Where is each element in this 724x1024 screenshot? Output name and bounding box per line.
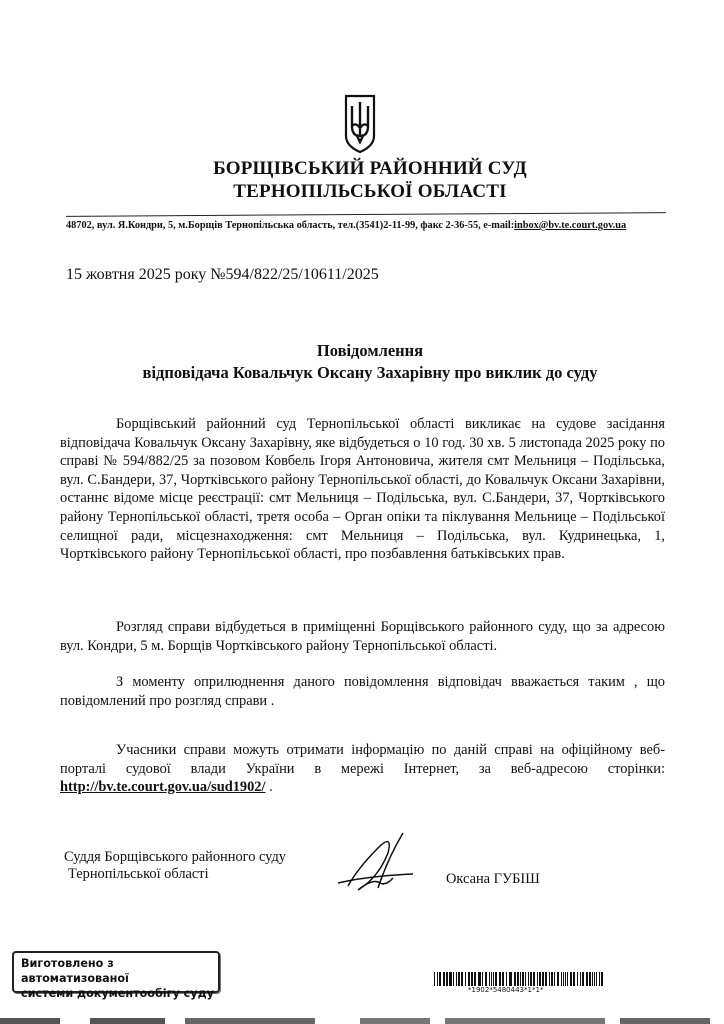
- barcode-bar: [577, 972, 578, 986]
- paragraph-location: [60, 618, 665, 655]
- barcode-bar: [573, 972, 575, 986]
- barcode-bar: [514, 972, 516, 986]
- email-link[interactable]: inbox@bv.te.court.gov.ua: [514, 220, 627, 231]
- barcode-number: *1902*5480443*1*1*: [468, 986, 544, 994]
- barcode-bar: [453, 972, 454, 986]
- barcode-bar: [482, 972, 483, 986]
- judge-name: Оксана ГУБІШ: [446, 871, 540, 887]
- stamp-line1: Виготовлено з автоматизованої: [21, 957, 129, 985]
- barcode-bar: [525, 972, 526, 986]
- barcode-bar: [594, 972, 596, 986]
- barcode-bar: [522, 972, 524, 986]
- paragraph-web-info: [60, 741, 665, 797]
- document-barcode: [434, 972, 604, 986]
- barcode-bar: [489, 972, 490, 986]
- barcode-bar: [446, 972, 448, 986]
- barcode-bar: [520, 972, 521, 986]
- paragraph-end: .: [265, 779, 273, 796]
- barcode-bar: [437, 972, 438, 986]
- judge-title-line2: Тернопільської області: [68, 866, 209, 882]
- barcode-bar: [549, 972, 550, 986]
- barcode-bar: [545, 972, 547, 986]
- barcode-bar: [491, 972, 492, 986]
- barcode-bar: [478, 972, 479, 986]
- handwritten-signature: [318, 828, 428, 898]
- stamp-line2: системи документообігу суду: [21, 987, 214, 1000]
- paragraph-notice: [60, 673, 665, 710]
- barcode-bar: [471, 972, 473, 986]
- barcode-bar: [561, 972, 562, 986]
- barcode-bar: [499, 972, 501, 986]
- barcode-bar: [554, 972, 555, 986]
- court-name-line2: ТЕРНОПІЛЬСЬКОЇ ОБЛАСТІ: [233, 181, 507, 202]
- barcode-bar: [601, 972, 603, 986]
- barcode-bar: [495, 972, 497, 986]
- barcode-bar: [565, 972, 566, 986]
- barcode-bar: [479, 972, 481, 986]
- barcode-bar: [551, 972, 553, 986]
- barcode-bar: [485, 972, 487, 986]
- barcode-bar: [506, 972, 507, 986]
- barcode-bar: [510, 972, 512, 986]
- barcode-bar: [530, 972, 532, 986]
- document-title: Повідомлення: [316, 341, 424, 360]
- barcode-bar: [461, 972, 463, 986]
- barcode-bar: [493, 972, 494, 986]
- judge-title: [64, 849, 286, 883]
- barcode-bar: [589, 972, 591, 986]
- date-and-number: 15 жовтня 2025 року №594/822/25/10611/2025: [66, 266, 379, 283]
- barcode-bar: [465, 972, 466, 986]
- judge-title-line1: Суддя Борщівського районного суду: [64, 849, 286, 865]
- barcode-bar: [557, 972, 559, 986]
- court-website-link[interactable]: http://bv.te.court.gov.ua/sud1902/: [60, 779, 266, 796]
- barcode-bar: [456, 972, 457, 986]
- barcode-bar: [580, 972, 581, 986]
- coat-of-arms-trident-icon: [343, 92, 377, 154]
- barcode-bar: [458, 972, 460, 986]
- barcode-bar: [509, 972, 510, 986]
- barcode-bar: [570, 972, 572, 986]
- barcode-bar: [434, 972, 435, 986]
- document-subtitle: відповідача Ковальчук Оксану Захарівну про виклик до суду: [142, 363, 598, 382]
- barcode-bar: [502, 972, 504, 986]
- barcode-bar: [592, 972, 593, 986]
- barcode-bar: [542, 972, 544, 986]
- barcode-bar: [596, 972, 597, 986]
- paragraph-text: Борщівський районний суд Тернопільської області викликає на судове засідання відповідача Ковальчук Оксану Захарівну, яке відбудеться о 10 год. 30 хв. 5 листопада 2025 року по справі № 594/882/25 за позовом Ковбель Ігоря Антоновича, жителя смт Мельниця – Подільська, вул. С.Бандери, 37, Чортківського району Тернопільської області, до Ковальчук Оксани Захарівни, останнє відоме місце реєстрації: смт Мельниця – Подільська, вул. С.Бандери, 37, Чортківського району Тернопільської області, третя особа – Орган опіки та піклування Мельнице – Подільської селищної ради, місцезнаходження: смт Мельниця – Подільська, вул. Кудринецька, 1, Чортківського району Тернопільської області, про позбавлення батьківських прав.: [60, 416, 665, 563]
- paragraph-summons: [60, 415, 665, 564]
- barcode-bar: [450, 972, 452, 986]
- barcode-bar: [439, 972, 441, 986]
- scan-edge-marks: [0, 1012, 724, 1024]
- barcode-bar: [517, 972, 519, 986]
- court-name-line1: БОРЩІВСЬКИЙ РАЙОННИЙ СУД: [213, 158, 527, 179]
- court-address: [66, 220, 626, 231]
- barcode-bar: [567, 972, 569, 986]
- barcode-bar: [563, 972, 564, 986]
- barcode-bar: [599, 972, 600, 986]
- automated-system-stamp: [12, 951, 220, 1000]
- paragraph-text: Розгляд справи відбудеться в приміщенні Борщівського районного суду, що за адресою вул. Кондри, 5 м. Борщів Чортківського району Тернопільської області.: [60, 619, 665, 654]
- barcode-bar: [468, 972, 470, 986]
- paragraph-text: З моменту оприлюднення даного повідомлення відповідач вважається таким , що повідомлений про розгляд справи .: [60, 674, 665, 709]
- barcode-bar: [537, 972, 538, 986]
- barcode-bar: [582, 972, 584, 986]
- paragraph-text: Учасники справи можуть отримати інформацію по даній справі на офіційному веб-порталі судової влади України в мережі Інтернет, за веб-адресою сторінки:: [60, 742, 665, 777]
- header-divider: [66, 212, 666, 217]
- barcode-bar: [539, 972, 541, 986]
- barcode-bar: [586, 972, 588, 986]
- barcode-bar: [528, 972, 529, 986]
- address-text: 48702, вул. Я.Кондри, 5, м.Борщів Тернопільська область, тел.(3541)2-11-99, факс 2-36-55, e-mail:: [66, 220, 515, 231]
- barcode-bar: [533, 972, 535, 986]
- barcode-bar: [474, 972, 476, 986]
- barcode-bar: [449, 972, 450, 986]
- barcode-bar: [443, 972, 445, 986]
